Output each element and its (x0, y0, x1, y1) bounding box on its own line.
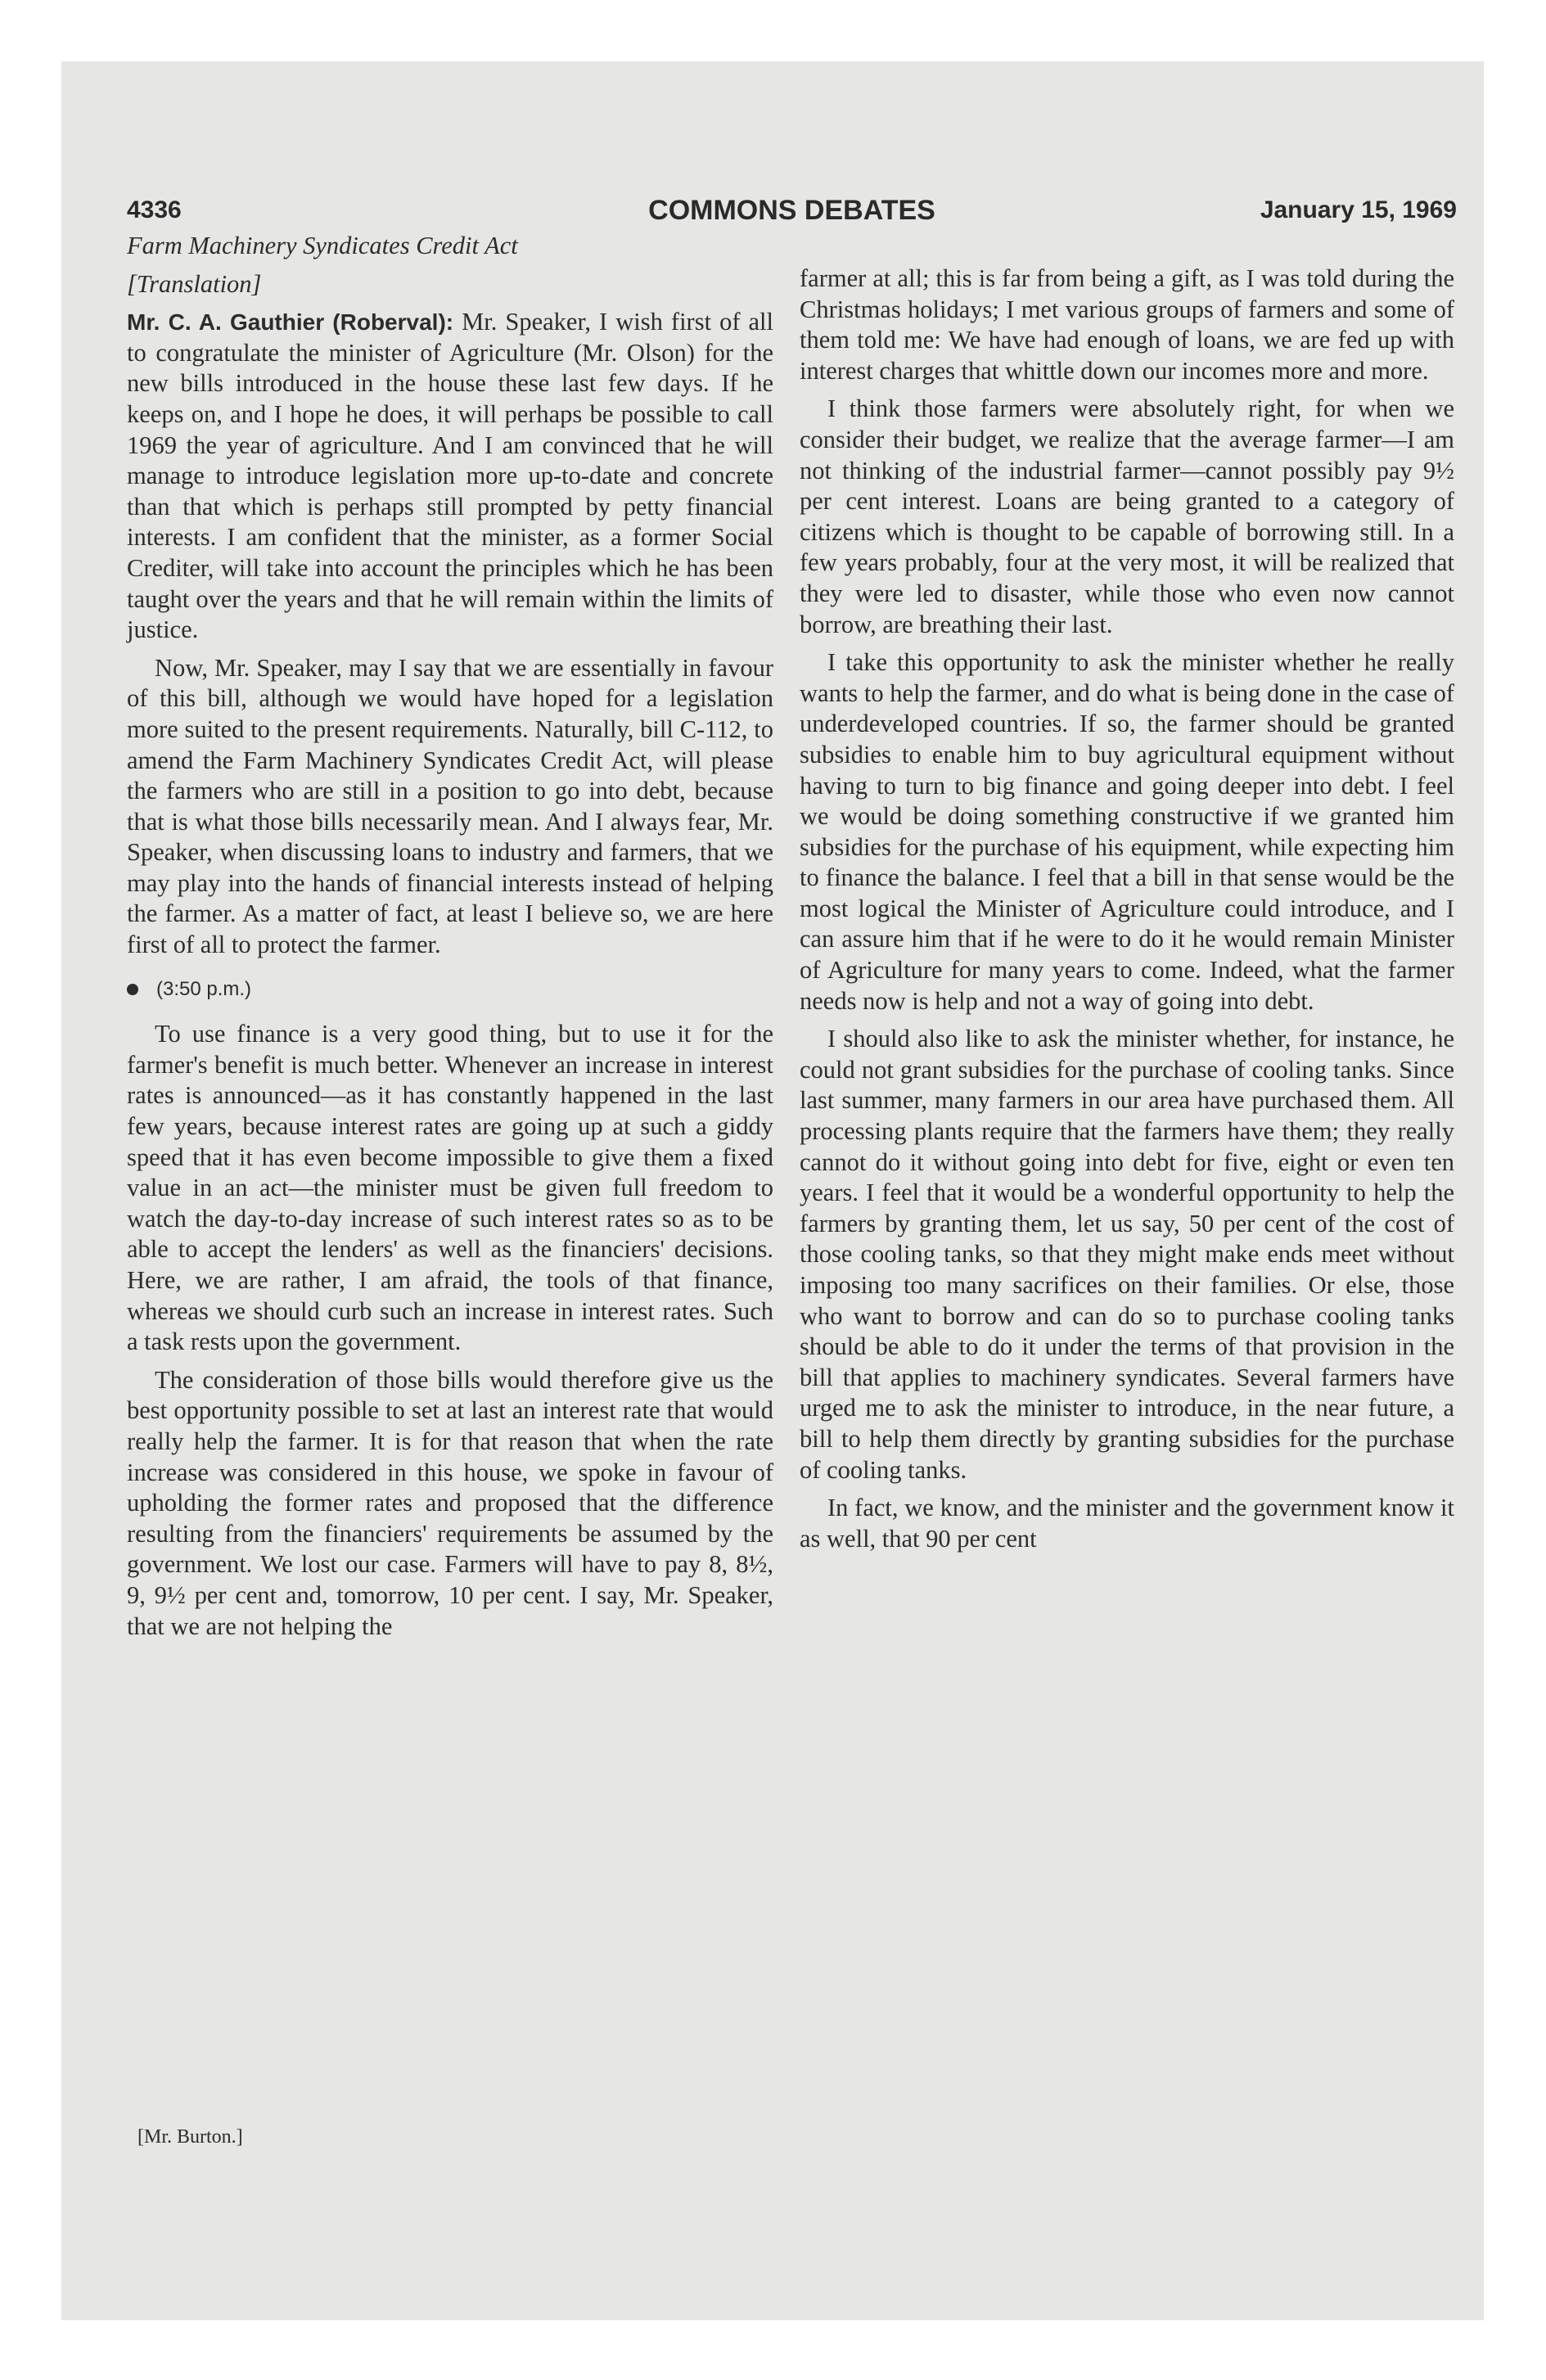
translation-note: [Translation] (127, 269, 262, 298)
left-column (127, 231, 773, 1642)
speech-paragraph: To use finance is a very good thing, but to use it for the farmer's benefit is much better. Whenever an increase in interest rates is announced—as it has constantly happened in the last few years, because interest rates are going up at such a giddy speed that it has even become impossible to give them a fixed value in an act—the minister must be given full freedom to watch the day-to-day increase of such interest rates so as to be able to accept the lenders' as well as the financiers' decisions. Here, we are rather, I am afraid, the tools of that finance, whereas we should curb such an increase in interest rates. Such a task rests upon the government. (127, 1020, 773, 1356)
speaker-name: Mr. C. A. Gauthier (Roberval): (127, 309, 454, 336)
paragraph-text: Mr. Speaker, I wish first of all to congratulate the minister of Agriculture (Mr. Olson) for the new bills introduced in the house these last few days. If he keeps on, and I hope he does, it will perhaps be possible to call 1969 the year of agriculture. And I am convinced that he will manage to introduce legislation more up-to-date and concrete than that which is perhaps still prompted by petty financial interests. I am confident that the minister, as a former Social Crediter, will take into account the principles which he has been taught over the years and that he will remain within the limits of justice. (127, 308, 773, 644)
speech-paragraph: I should also like to ask the minister whether, for instance, he could not grant subsidies for the purchase of cooling tanks. Since last summer, many farmers in our area have purchased them. All processing plants require that the farmers have them; they really cannot do it without going into debt for five, eight or even ten years. I feel that it would be a wonderful opportunity to help the farmers by granting them, let us say, 50 per cent of the cost of those cooling tanks, so that they might make ends meet without imposing too many sacrifices on their families. Or else, those who want to borrow and can do so to purchase cooling tanks should be able to do it under the terms of that provision in the bill that applies to machinery syndicates. Several farmers have urged me to ask the minister to introduce, in the near future, a bill to help them directly by granting subsidies for the purchase of cooling tanks. (800, 1025, 1454, 1484)
speech-paragraph: Now, Mr. Speaker, may I say that we are essentially in favour of this bill, although we would have hoped for a legislation more suited to the present requirements. Naturally, bill C-112, to amend the Farm Machinery Syndicates Credit Act, will please the farmers who are still in a position to go into debt, because that is what those bills necessarily mean. And I always fear, Mr. Speaker, when discussing loans to industry and farmers, that we may play into the hands of financial interests instead of helping the farmer. As a matter of fact, at least I believe so, we are here first of all to protect the farmer. (127, 653, 773, 959)
time-stamp: (3:50 p.m.) (127, 974, 773, 1005)
issue-date: January 15, 1969 (1260, 196, 1457, 223)
page-number: 4336 (127, 196, 182, 223)
journal-title: COMMONS DEBATES (648, 195, 935, 226)
footer-tag: [Mr. Burton.] (137, 2126, 243, 2148)
speech-paragraph: In fact, we know, and the minister and the government know it as well, that 90 per cent (800, 1494, 1454, 1553)
speech-paragraph: farmer at all; this is far from being a gift, as I was told during the Christmas holidays; I met various groups of farmers and some of them told me: We have had enough of loans, we are fed up with interest charges that whittle down our incomes more and more. (800, 264, 1454, 385)
speech-paragraph: I think those farmers were absolutely right, for when we consider their budget, we realize that the average farmer—I am not thinking of the industrial farmer—cannot possibly pay 9½ per cent interest. Loans are being granted to a category of citizens which is thought to be capable of borrowing still. In a few years probably, four at the very most, it will be realized that they were led to disaster, while those who even now cannot borrow, are breathing their last. (800, 394, 1454, 638)
speech-paragraph: I take this opportunity to ask the minister whether he really wants to help the farmer, and do what is being done in the case of underdeveloped countries. If so, the farmer should be granted subsidies to enable him to buy agricultural equipment without having to turn to big finance and going deeper into debt. I feel we would be doing something constructive if we granted him subsidies for the purchase of his equipment, while expecting him to finance the balance. I feel that a bill in that sense would be the most logical the Minister of Agriculture could introduce, and I can assure him that if he were to do it he would remain Minister of Agriculture for many years to come. Indeed, what the farmer needs now is help and not a way of going into debt. (800, 648, 1454, 1015)
bullet-icon (127, 984, 138, 995)
page-header (127, 188, 1457, 229)
speech-paragraph (127, 307, 773, 646)
right-column (800, 264, 1454, 1554)
speech-paragraph: The consideration of those bills would therefore give us the best opportunity possible to set at last an interest rate that would really help the farmer. It is for that reason that when the rate increase was considered in this house, we spoke in favour of upholding the former rates and proposed that the difference resulting from the financiers' requirements be assumed by the government. We lost our case. Farmers will have to pay 8, 8½, 9, 9½ per cent and, tomorrow, 10 per cent. I say, Mr. Speaker, that we are not helping the (127, 1365, 773, 1640)
running-title: Farm Machinery Syndicates Credit Act (127, 232, 518, 259)
